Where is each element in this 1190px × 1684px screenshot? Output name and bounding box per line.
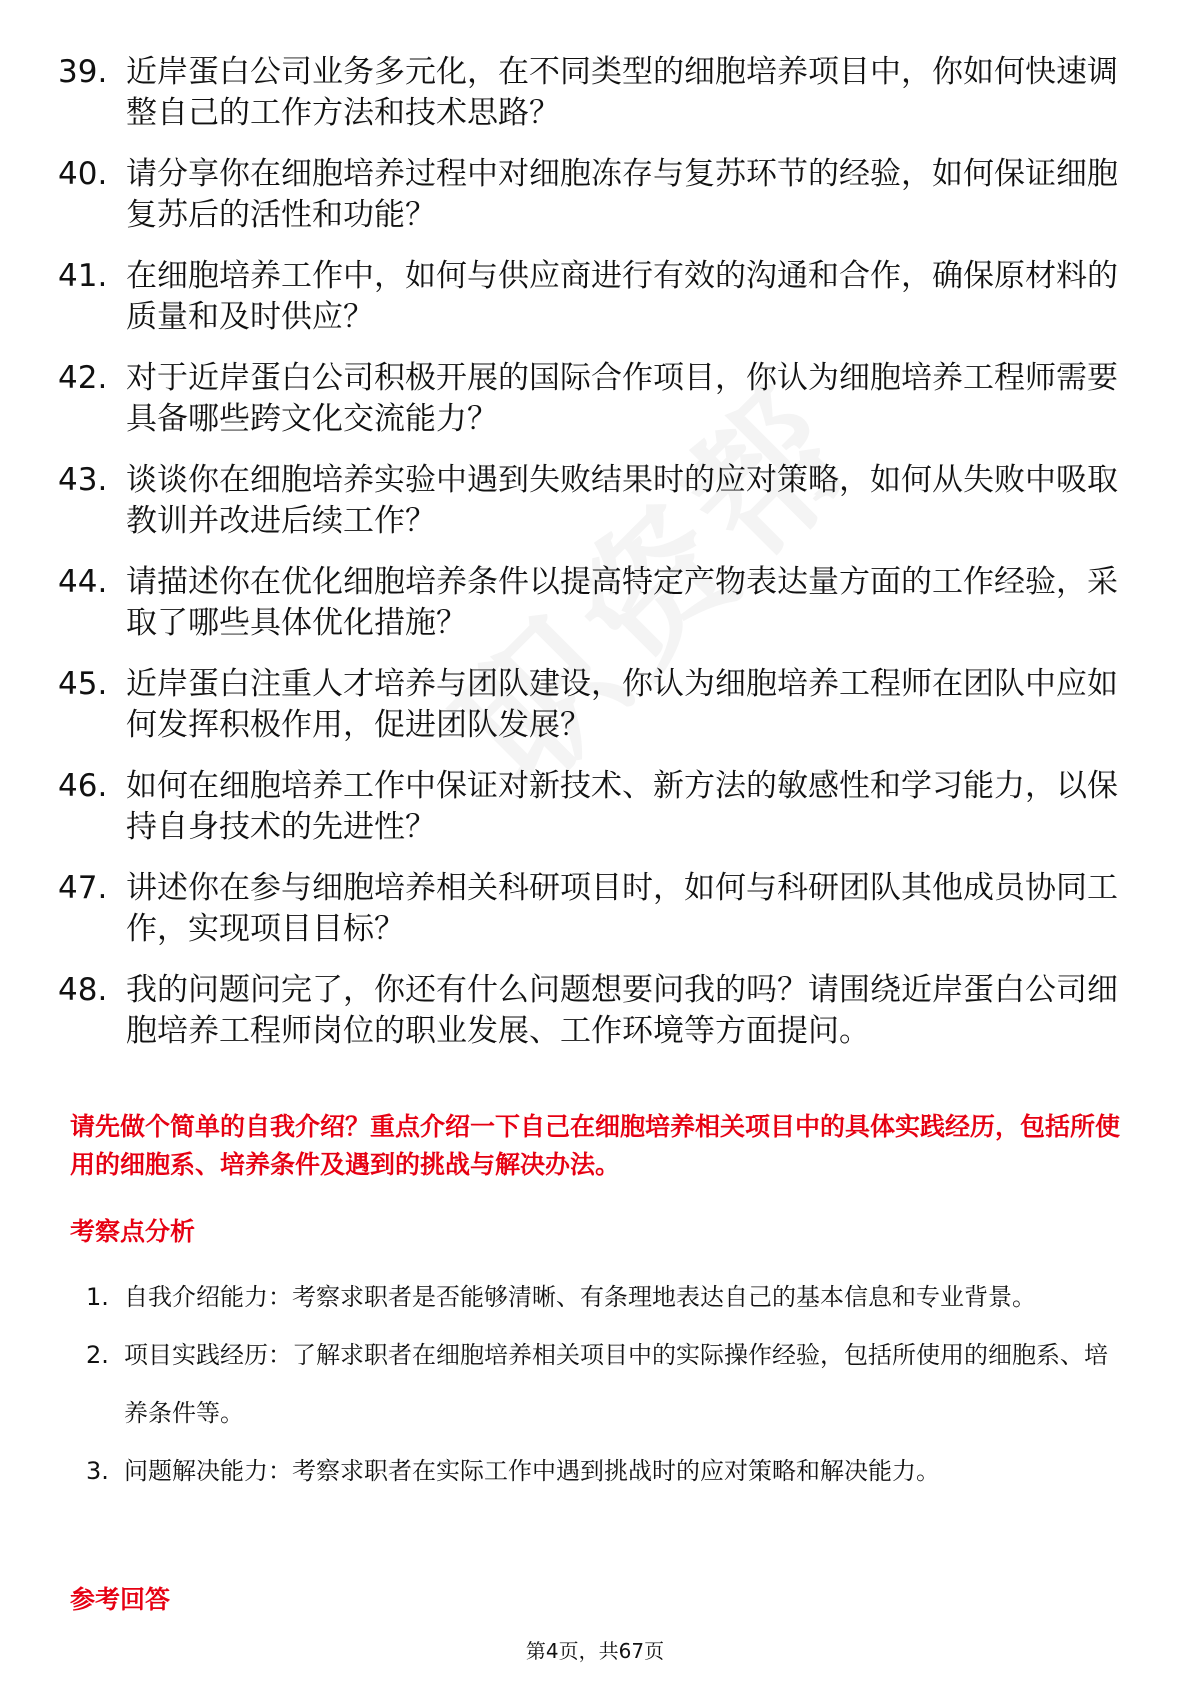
question-text: 近岸蛋白公司业务多元化，在不同类型的细胞培养项目中，你如何快速调整自己的工作方法和技术思路？ [126, 54, 1118, 131]
analysis-number: 1. [86, 1283, 109, 1311]
analysis-text: 自我介绍能力：考察求职者是否能够清晰、有条理地表达自己的基本信息和专业背景。 [124, 1283, 1036, 1311]
question-number: 42. [58, 360, 108, 396]
question-item [58, 766, 1128, 848]
question-number: 48. [58, 972, 108, 1008]
question-text: 近岸蛋白注重人才培养与团队建设，你认为细胞培养工程师在团队中应如何发挥积极作用，促进团队发展？ [126, 666, 1118, 743]
question-text: 我的问题问完了，你还有什么问题想要问我的吗？请围绕近岸蛋白公司细胞培养工程师岗位的职业发展、工作环境等方面提问。 [126, 972, 1118, 1049]
question-number: 39. [58, 54, 108, 90]
question-number: 43. [58, 462, 108, 498]
question-text: 请分享你在细胞培养过程中对细胞冻存与复苏环节的经验，如何保证细胞复苏后的活性和功能？ [126, 156, 1118, 233]
question-number: 41. [58, 258, 108, 294]
question-item [58, 358, 1128, 440]
question-item [58, 460, 1128, 542]
question-text: 在细胞培养工作中，如何与供应商进行有效的沟通和合作，确保原材料的质量和及时供应？ [126, 258, 1118, 335]
question-number: 44. [58, 564, 108, 600]
analysis-item [86, 1442, 1126, 1500]
analysis-item [86, 1268, 1126, 1326]
question-text: 如何在细胞培养工作中保证对新技术、新方法的敏感性和学习能力，以保持自身技术的先进性？ [126, 768, 1118, 845]
analysis-heading: 考察点分析 [70, 1217, 196, 1246]
reference-answer-heading: 参考回答 [70, 1585, 171, 1614]
question-item [58, 154, 1128, 236]
question-number: 46. [58, 768, 108, 804]
analysis-item [86, 1326, 1126, 1442]
question-item [58, 868, 1128, 950]
question-item [58, 52, 1128, 134]
analysis-number: 3. [86, 1457, 109, 1485]
question-number: 47. [58, 870, 108, 906]
question-item [58, 664, 1128, 746]
analysis-text: 项目实践经历：了解求职者在细胞培养相关项目中的实际操作经验，包括所使用的细胞系、培养条件等。 [124, 1341, 1108, 1427]
question-item [58, 562, 1128, 644]
analysis-number: 2. [86, 1341, 109, 1369]
question-item [58, 970, 1128, 1052]
question-text: 请描述你在优化细胞培养条件以提高特定产物表达量方面的工作经验，采取了哪些具体优化措施？ [126, 564, 1118, 641]
question-text: 对于近岸蛋白公司积极开展的国际合作项目，你认为细胞培养工程师需要具备哪些跨文化交流能力？ [126, 360, 1118, 437]
page-footer: 第4页，共67页 [525, 1639, 665, 1663]
question-item [58, 256, 1128, 338]
question-number: 45. [58, 666, 108, 702]
analysis-text: 问题解决能力：考察求职者在实际工作中遇到挑战时的应对策略和解决能力。 [124, 1457, 940, 1485]
question-text: 讲述你在参与细胞培养相关科研项目时，如何与科研团队其他成员协同工作，实现项目目标？ [126, 870, 1118, 947]
question-text: 谈谈你在细胞培养实验中遇到失败结果时的应对策略，如何从失败中吸取教训并改进后续工作？ [126, 462, 1118, 539]
highlight-question: 请先做个简单的自我介绍？重点介绍一下自己在细胞培养相关项目中的具体实践经历，包括所使用的细胞系、培养条件及遇到的挑战与解决办法。 [70, 1112, 1121, 1179]
question-list [58, 52, 1128, 1072]
question-number: 40. [58, 156, 108, 192]
analysis-list [86, 1268, 1126, 1500]
